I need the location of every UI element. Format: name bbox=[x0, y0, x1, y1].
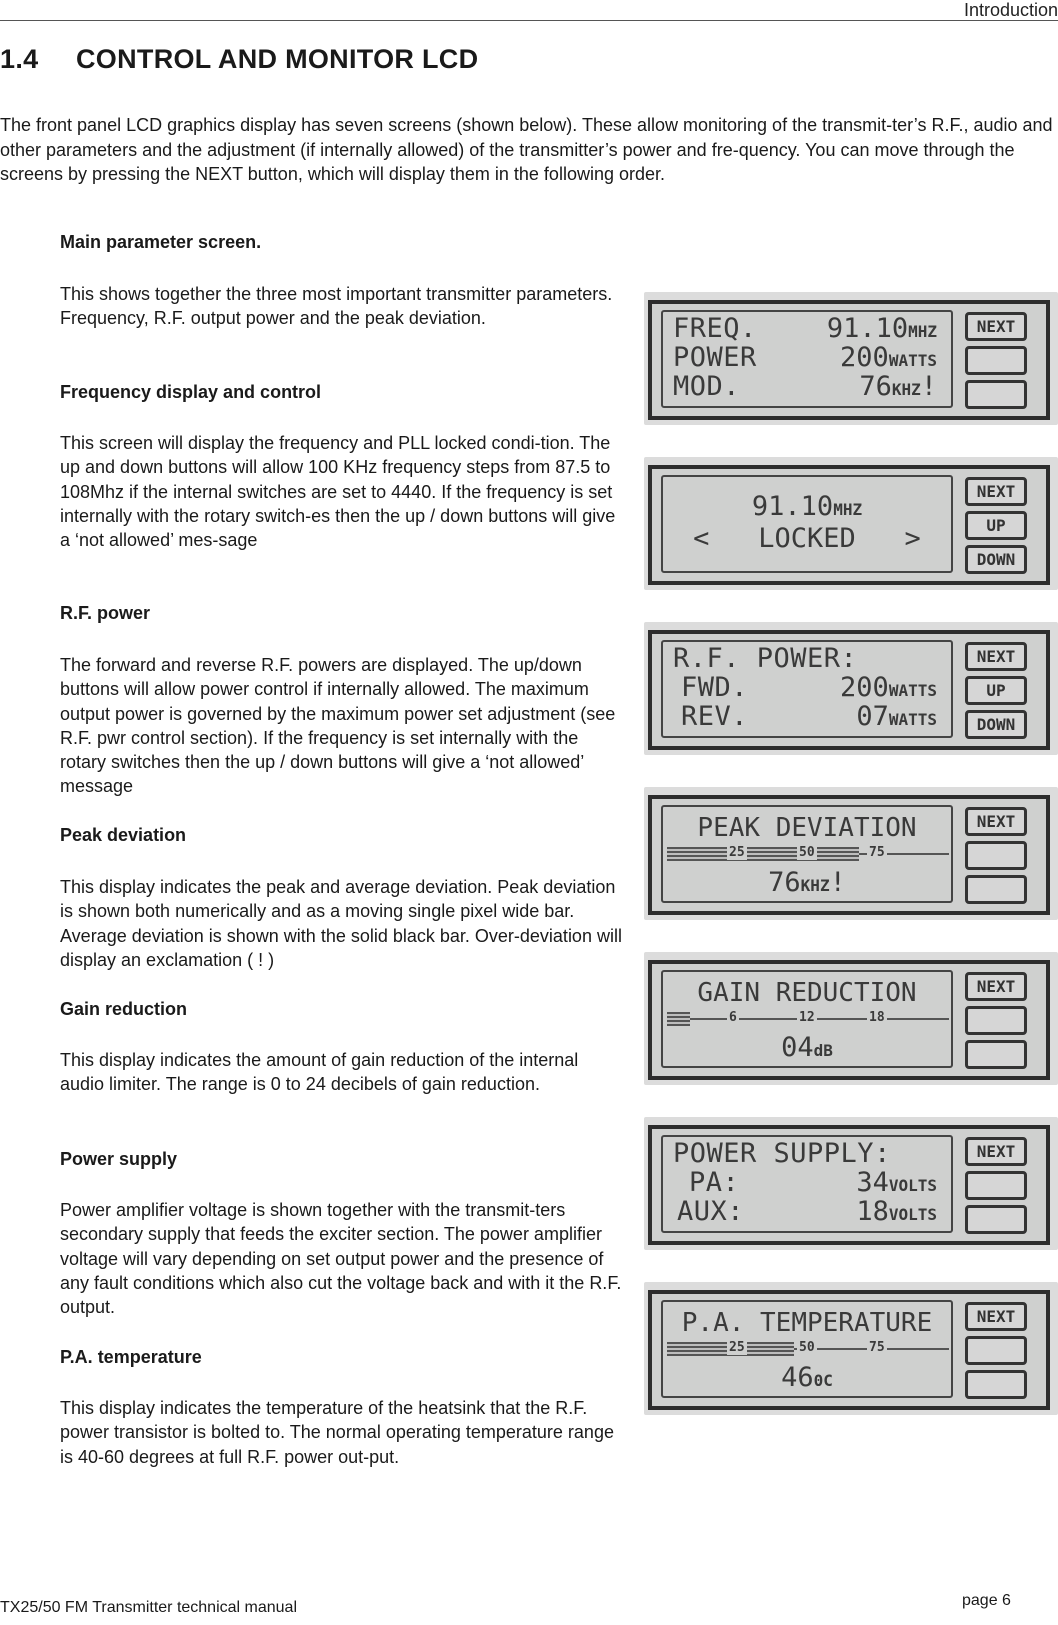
temperature-bar bbox=[667, 1342, 949, 1356]
lcd-screen bbox=[661, 475, 953, 573]
heading-power-supply: Power supply bbox=[60, 1149, 178, 1169]
next-button[interactable]: NEXT bbox=[965, 477, 1027, 506]
body-power-supply: Power amplifier voltage is shown together with the transmit-ters secondary supply that feeds the exciter section. The power amplifier voltage will vary depending on set output power and the presence of any fault conditions which also cut the voltage back and with it the R.F. output. bbox=[60, 1200, 622, 1318]
section-number: 1.4 bbox=[0, 44, 39, 74]
bar-tick: 25 bbox=[729, 1340, 745, 1355]
lcd-peak-deviation bbox=[644, 787, 1058, 920]
lcd-mod-value: 76KHZ! bbox=[859, 371, 937, 402]
lcd-gain-title: GAIN REDUCTION bbox=[697, 978, 917, 1008]
lcd-rev-value: 07WATTS bbox=[856, 701, 937, 732]
blank-button[interactable] bbox=[965, 346, 1027, 375]
down-button[interactable]: DOWN bbox=[965, 545, 1027, 574]
blank-button[interactable] bbox=[965, 1040, 1027, 1069]
intro-paragraph: The front panel LCD graphics display has seven screens (shown below). These allow monitoring of the transmit-ter’s R.F., audio and other parameters and the adjustment (if internally allowed) of the transmitter’s power and fre-quency. You can move through the screens by pressing the NEXT button, which will display them in the following order. bbox=[0, 115, 1053, 184]
lcd-lock-status: LOCKED bbox=[758, 523, 856, 554]
bar-tick: 25 bbox=[729, 845, 745, 860]
lcd-bezel bbox=[648, 795, 1050, 915]
lcd-power-value: 200WATTS bbox=[840, 342, 937, 373]
blank-button[interactable] bbox=[965, 380, 1027, 409]
lcd-peak-title: PEAK DEVIATION bbox=[697, 813, 917, 843]
next-button[interactable]: NEXT bbox=[965, 642, 1027, 671]
lcd-bezel bbox=[648, 630, 1050, 750]
body-gain-reduction: This display indicates the amount of gain reduction of the internal audio limiter. The range is 0 to 24 decibels of gain reduction. bbox=[60, 1050, 579, 1095]
lcd-fwd-value: 200WATTS bbox=[840, 672, 937, 703]
lcd-pa-unit: VOLTS bbox=[888, 1176, 937, 1195]
up-button[interactable]: UP bbox=[965, 511, 1027, 540]
next-button[interactable]: NEXT bbox=[965, 972, 1027, 1001]
deviation-bar bbox=[667, 847, 949, 861]
next-button[interactable]: NEXT bbox=[965, 312, 1027, 341]
lcd-frequency bbox=[644, 457, 1058, 590]
lcd-screen bbox=[661, 310, 953, 408]
lcd-bezel bbox=[648, 1125, 1050, 1245]
body-frequency: This screen will display the frequency and PLL locked condi-tion. The up and down buttons will allow 100 KHz frequency steps from 87.5 to 108Mhz if the internal switches are set to 4440. If the frequency is set internally with the rotary switch-es then the up / down buttons will give a ‘not allowed’ mes-sage bbox=[60, 433, 616, 551]
lcd-bezel bbox=[648, 1290, 1050, 1410]
lcd-bezel bbox=[648, 960, 1050, 1080]
heading-frequency: Frequency display and control bbox=[60, 382, 322, 402]
lcd-peak-unit: KHZ bbox=[800, 876, 830, 895]
right-arrow-icon: > bbox=[904, 523, 921, 554]
footer-manual-title: TX25/50 FM Transmitter technical manual bbox=[0, 1599, 298, 1616]
next-button[interactable]: NEXT bbox=[965, 1137, 1027, 1166]
heading-rf-power: R.F. power bbox=[60, 603, 151, 623]
bar-tick: 6 bbox=[729, 1010, 737, 1025]
lcd-pa-temperature bbox=[644, 1282, 1058, 1415]
lcd-bezel bbox=[648, 300, 1050, 420]
lcd-mod-label: MOD. bbox=[673, 371, 741, 402]
gain-bar bbox=[667, 1012, 949, 1026]
bar-tick: 75 bbox=[869, 845, 885, 860]
heading-main-parameter: Main parameter screen. bbox=[60, 232, 262, 252]
blank-button[interactable] bbox=[965, 875, 1027, 904]
blank-button[interactable] bbox=[965, 1205, 1027, 1234]
blank-button[interactable] bbox=[965, 1370, 1027, 1399]
lcd-rev-unit: WATTS bbox=[888, 710, 937, 729]
lcd-peak-value: 76KHZ! bbox=[768, 867, 846, 898]
lcd-aux-value: 18VOLTS bbox=[856, 1196, 937, 1227]
lcd-gain-value: 04dB bbox=[781, 1032, 833, 1063]
lcd-freq-unit: MHZ bbox=[908, 322, 937, 341]
lcd-screen bbox=[661, 1300, 953, 1398]
lcd-power-label: POWER bbox=[673, 342, 757, 373]
blank-button[interactable] bbox=[965, 1336, 1027, 1365]
lcd-peak-flag: ! bbox=[829, 867, 846, 898]
lcd-mod-unit: KHZ bbox=[891, 380, 921, 399]
lcd-temp-value: 460C bbox=[781, 1362, 833, 1393]
lcd-screen bbox=[661, 640, 953, 738]
lcd-power-unit: WATTS bbox=[888, 351, 937, 370]
lcd-temp-unit: 0C bbox=[813, 1371, 833, 1390]
lcd-rev-label: REV. bbox=[681, 701, 749, 732]
heading-peak-deviation: Peak deviation bbox=[60, 825, 187, 845]
body-rf-power: The forward and reverse R.F. powers are displayed. The up/down buttons will allow power control if internally allowed. The maximum output power is governed by the maximum power set adjustment (see R.F. pwr control section). If the frequency is set internally with the rotary switches then the up / down buttons will give a ‘not allowed’ message bbox=[60, 655, 616, 797]
bar-tick: 75 bbox=[869, 1340, 885, 1355]
blank-button[interactable] bbox=[965, 1006, 1027, 1035]
lcd-pa-label: PA: bbox=[689, 1167, 740, 1198]
down-button[interactable]: DOWN bbox=[965, 710, 1027, 739]
lcd-aux-unit: VOLTS bbox=[888, 1205, 937, 1224]
section-title bbox=[0, 44, 478, 75]
blank-button[interactable] bbox=[965, 1171, 1027, 1200]
lcd-lock-row bbox=[663, 523, 951, 554]
lcd-frequency-unit: MHZ bbox=[833, 500, 863, 519]
heading-gain-reduction: Gain reduction bbox=[60, 999, 188, 1019]
left-arrow-icon: < bbox=[693, 523, 710, 554]
lcd-freq-label: FREQ. bbox=[673, 313, 757, 344]
next-button[interactable]: NEXT bbox=[965, 807, 1027, 836]
lcd-aux-label: AUX: bbox=[677, 1196, 745, 1227]
bar-tick: 50 bbox=[799, 1340, 815, 1355]
blank-button[interactable] bbox=[965, 841, 1027, 870]
lcd-rf-power bbox=[644, 622, 1058, 755]
lcd-screen bbox=[661, 805, 953, 903]
gain-bar-fill bbox=[667, 1012, 690, 1026]
lcd-main-parameter bbox=[644, 292, 1058, 425]
lcd-pa-value: 34VOLTS bbox=[856, 1167, 937, 1198]
lcd-screen bbox=[661, 970, 953, 1068]
body-pa-temperature: This display indicates the temperature of the heatsink that the R.F. power transistor is bolted to. The normal operating temperature range is 40-60 degrees at full R.F. power out-put. bbox=[60, 1398, 614, 1467]
bar-tick: 18 bbox=[869, 1010, 885, 1025]
bar-tick: 50 bbox=[799, 845, 815, 860]
lcd-power-supply bbox=[644, 1117, 1058, 1250]
section-heading: CONTROL AND MONITOR LCD bbox=[76, 44, 479, 74]
lcd-freq-value: 91.10MHZ bbox=[826, 313, 937, 344]
header-rule bbox=[0, 20, 1058, 21]
deviation-bar-fill bbox=[667, 847, 859, 861]
running-header: Introduction bbox=[963, 0, 1058, 20]
lcd-supply-title: POWER SUPPLY: bbox=[673, 1138, 891, 1169]
lcd-fwd-label: FWD. bbox=[681, 672, 749, 703]
lcd-mod-flag: ! bbox=[920, 371, 937, 402]
body-main-parameter: This shows together the three most important transmitter parameters. Frequency, R.F. output power and the peak deviation. bbox=[60, 284, 613, 329]
lcd-screen bbox=[661, 1135, 953, 1233]
lcd-bezel bbox=[648, 465, 1050, 585]
next-button[interactable]: NEXT bbox=[965, 1302, 1027, 1331]
lcd-rf-title: R.F. POWER: bbox=[673, 643, 858, 674]
lcd-gain-reduction bbox=[644, 952, 1058, 1085]
up-button[interactable]: UP bbox=[965, 676, 1027, 705]
footer-page-number: page 6 bbox=[962, 1592, 1011, 1609]
lcd-gain-unit: dB bbox=[813, 1041, 833, 1060]
lcd-frequency-value: 91.10MHZ bbox=[751, 491, 863, 522]
lcd-fwd-unit: WATTS bbox=[888, 681, 937, 700]
heading-pa-temperature: P.A. temperature bbox=[60, 1347, 202, 1367]
body-peak-deviation: This display indicates the peak and average deviation. Peak deviation is shown both numerically and as a moving single pixel wide bar. Average deviation is shown with the solid black bar. Over-deviation will display an exclamation ( ! ) bbox=[60, 877, 622, 970]
bar-tick: 12 bbox=[799, 1010, 815, 1025]
lcd-temp-title: P.A. TEMPERATURE bbox=[681, 1308, 933, 1338]
